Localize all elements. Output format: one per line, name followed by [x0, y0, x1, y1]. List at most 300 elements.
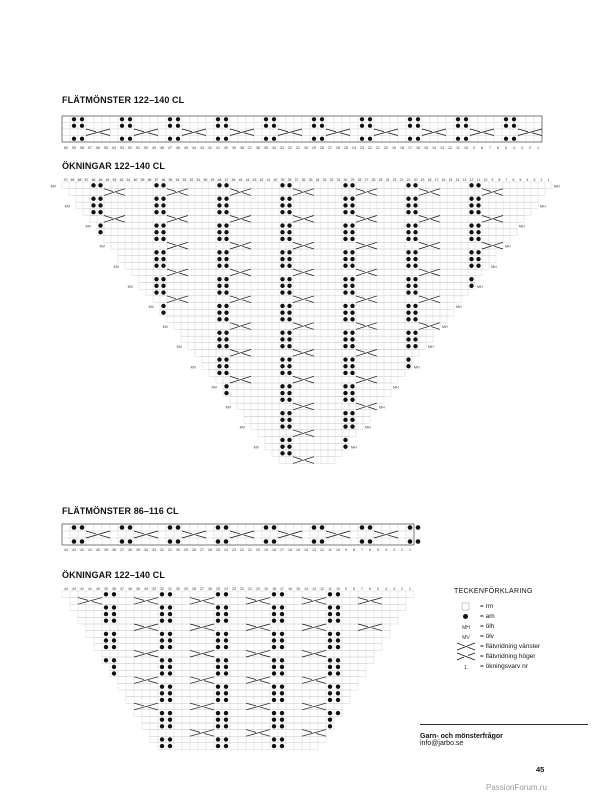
stitch-dot [272, 117, 276, 121]
stitch-dot [406, 197, 410, 201]
stitch-dot [112, 632, 116, 636]
stitch-dot [343, 237, 347, 241]
legend-glyph: MH [462, 624, 470, 631]
column-number: 10 [483, 178, 488, 182]
column-number: 44 [64, 587, 68, 591]
column-number: 58 [147, 178, 152, 182]
stitch-dot [350, 418, 354, 422]
stitch-dot [98, 223, 102, 227]
stitch-dot [350, 237, 354, 241]
stitch-dot [272, 525, 277, 530]
row-label: MV [190, 365, 196, 370]
stitch-dot [280, 371, 284, 375]
stitch-dot [328, 665, 332, 669]
column-number: 5 [377, 587, 379, 591]
column-number: 31 [336, 178, 341, 182]
column-number: 9 [345, 548, 347, 552]
stitch-dot [343, 344, 347, 348]
column-number: 34 [144, 548, 148, 552]
column-number: 39 [232, 146, 236, 150]
stitch-dot [280, 331, 284, 335]
column-number: 38 [287, 178, 292, 182]
stitch-dot [406, 344, 410, 348]
stitch-dot [413, 277, 417, 281]
column-number: 11 [328, 548, 332, 552]
stitch-dot [469, 277, 473, 281]
stitch-dot [413, 237, 417, 241]
stitch-dot [280, 411, 284, 415]
stitch-dot [343, 371, 347, 375]
stitch-dot [287, 418, 291, 422]
stitch-dot [464, 117, 468, 121]
stitch-dot [336, 698, 340, 702]
column-number: 53 [120, 146, 124, 150]
stitch-dot [72, 124, 76, 128]
stitch-dot [280, 698, 284, 702]
stitch-dot [224, 718, 228, 722]
stitch-dot [336, 711, 340, 715]
column-number: 58 [80, 146, 84, 150]
column-number: 36 [128, 587, 132, 591]
column-number: 29 [184, 587, 188, 591]
row-label: MH [491, 264, 497, 269]
column-number: 55 [104, 146, 108, 150]
stitch-dot [287, 310, 291, 314]
stitch-dot [272, 698, 276, 702]
stitch-dot [224, 210, 228, 214]
stitch-dot [91, 210, 95, 214]
stitch-dot [287, 197, 291, 201]
stitch-dot [216, 645, 220, 649]
column-number: 25 [344, 146, 348, 150]
stitch-dot [328, 605, 332, 609]
column-number: 39 [104, 587, 108, 591]
stitch-dot [217, 277, 221, 281]
column-number: 25 [216, 587, 220, 591]
stitch-dot [413, 290, 417, 294]
row-label: MV [176, 345, 182, 350]
stitch-dot [413, 210, 417, 214]
column-number: 31 [296, 146, 300, 150]
legend-symbol-icon [452, 602, 480, 611]
stitch-dot [280, 257, 284, 261]
stitch-dot [80, 525, 85, 530]
column-number: 30 [176, 587, 180, 591]
column-number: 11 [456, 146, 460, 150]
stitch-dot [217, 284, 221, 288]
stitch-dot [224, 257, 228, 261]
stitch-dot [224, 592, 228, 596]
column-number: 35 [136, 587, 140, 591]
stitch-dot [104, 619, 108, 623]
stitch-dot [512, 137, 516, 141]
stitch-dot [224, 344, 228, 348]
column-number: 6 [512, 178, 515, 182]
stitch-dot [280, 658, 284, 662]
stitch-dot [336, 691, 340, 695]
stitch-dot [328, 658, 332, 662]
stitch-dot [216, 605, 220, 609]
stitch-dot [406, 230, 410, 234]
stitch-dot [216, 619, 220, 623]
column-number: 42 [80, 548, 84, 552]
stitch-dot [464, 124, 468, 128]
stitch-dot [320, 539, 325, 544]
column-number: 36 [256, 146, 260, 150]
stitch-dot [160, 592, 164, 596]
stitch-dot [280, 418, 284, 422]
legend-label: = ölv [480, 632, 494, 640]
column-number: 20 [384, 146, 388, 150]
stitch-dot [160, 691, 164, 695]
column-number: 43 [72, 548, 76, 552]
stitch-dot [154, 197, 158, 201]
stitch-dot [280, 398, 284, 402]
stitch-dot [161, 257, 165, 261]
stitch-dot [287, 438, 291, 442]
column-number: 17 [434, 178, 439, 182]
stitch-dot [224, 310, 228, 314]
legend [452, 588, 602, 671]
stitch-dot [280, 744, 284, 748]
stitch-dot [280, 197, 284, 201]
column-number: 43 [72, 587, 76, 591]
stitch-dot [328, 685, 332, 689]
column-number: 34 [272, 146, 276, 150]
stitch-dot [272, 724, 276, 728]
column-number: 33 [280, 146, 284, 150]
stitch-dot [413, 264, 417, 268]
column-number: 13 [312, 587, 316, 591]
stitch-dot [343, 257, 347, 261]
column-number: 16 [416, 146, 420, 150]
stitch-dot [343, 331, 347, 335]
stitch-dot [328, 718, 332, 722]
column-number: 32 [160, 548, 164, 552]
stitch-dot [350, 290, 354, 294]
stitch-dot [154, 250, 158, 254]
stitch-dot [224, 364, 228, 368]
column-number: 4 [526, 178, 529, 182]
column-number: 10 [336, 587, 340, 591]
stitch-dot [216, 592, 220, 596]
row-label: MV [148, 304, 154, 309]
stitch-dot [343, 391, 347, 395]
stitch-dot [320, 124, 324, 128]
column-number: 1 [409, 548, 411, 552]
stitch-dot [216, 744, 220, 748]
column-number: 29 [184, 548, 188, 552]
stitch-dot [264, 525, 269, 530]
column-number: 7 [489, 146, 491, 150]
legend-am-icon [463, 614, 468, 619]
stitch-dot [264, 117, 268, 121]
column-number: 30 [304, 146, 308, 150]
stitch-dot [350, 337, 354, 341]
stitch-dot [343, 290, 347, 294]
column-number: 21 [376, 146, 380, 150]
column-number: 52 [189, 178, 194, 182]
stitch-dot [168, 632, 172, 636]
column-number: 7 [361, 587, 363, 591]
stitch-dot [224, 658, 228, 662]
legend-item [452, 651, 602, 661]
stitch-dot [112, 645, 116, 649]
stitch-dot [476, 250, 480, 254]
stitch-dot [406, 290, 410, 294]
column-number: 14 [455, 178, 460, 182]
column-number: 51 [136, 146, 140, 150]
stitch-dot [416, 137, 420, 141]
stitch-dot [406, 183, 410, 187]
column-number: 56 [96, 146, 100, 150]
stitch-dot [343, 337, 347, 341]
stitch-dot [328, 698, 332, 702]
stitch-dot [343, 364, 347, 368]
stitch-dot [272, 737, 276, 741]
stitch-dot [91, 183, 95, 187]
column-number: 49 [152, 146, 156, 150]
stitch-dot [413, 317, 417, 321]
stitch-dot [160, 619, 164, 623]
stitch-dot [272, 671, 276, 675]
stitch-dot [272, 124, 276, 128]
column-number: 39 [280, 178, 285, 182]
stitch-dot [350, 284, 354, 288]
row-label: MV [239, 425, 245, 430]
column-number: 12 [320, 548, 324, 552]
stitch-dot [413, 203, 417, 207]
column-number: 35 [136, 548, 140, 552]
stitch-dot [264, 124, 268, 128]
stitch-dot [287, 384, 291, 388]
column-number: 33 [152, 587, 156, 591]
column-number: 15 [296, 548, 300, 552]
stitch-dot [224, 632, 228, 636]
stitch-dot [224, 612, 228, 616]
column-number: 46 [231, 178, 236, 182]
stitch-dot [216, 612, 220, 616]
column-number: 38 [112, 548, 116, 552]
stitch-dot [272, 605, 276, 609]
stitch-dot [160, 718, 164, 722]
legend-glyph: MV [462, 634, 470, 641]
column-number: 37 [120, 548, 124, 552]
column-number: 50 [203, 178, 208, 182]
stitch-dot [476, 203, 480, 207]
column-number: 35 [308, 178, 313, 182]
stitch-dot [336, 612, 340, 616]
stitch-dot [98, 230, 102, 234]
contact-email[interactable]: info@jarbo.se [420, 740, 464, 747]
stitch-dot [161, 304, 165, 308]
stitch-dot [161, 223, 165, 227]
column-number: 23 [232, 587, 236, 591]
stitch-dot [224, 203, 228, 207]
stitch-dot [287, 284, 291, 288]
chart-title-okningar-2: ÖKNINGAR 122–140 CL [62, 570, 165, 580]
stitch-dot [280, 718, 284, 722]
stitch-dot [128, 539, 133, 544]
chart-title-okningar-1: ÖKNINGAR 122–140 CL [62, 161, 165, 171]
stitch-dot [168, 638, 172, 642]
stitch-dot [280, 310, 284, 314]
stitch-dot [350, 277, 354, 281]
stitch-dot [98, 197, 102, 201]
stitch-dot [128, 525, 133, 530]
stitch-dot [280, 737, 284, 741]
stitch-dot [280, 424, 284, 428]
stitch-dot [160, 605, 164, 609]
stitch-dot [287, 237, 291, 241]
stitch-dot [224, 698, 228, 702]
stitch-dot [224, 237, 228, 241]
stitch-dot [476, 257, 480, 261]
stitch-dot [176, 124, 180, 128]
stitch-dot [343, 230, 347, 234]
stitch-dot [216, 724, 220, 728]
stitch-dot [154, 237, 158, 241]
stitch-dot [168, 665, 172, 669]
stitch-dot [224, 117, 228, 121]
stitch-dot [320, 137, 324, 141]
column-number: 21 [248, 587, 252, 591]
column-number: 10 [336, 548, 340, 552]
stitch-dot [224, 371, 228, 375]
row-label: MV [162, 325, 168, 330]
stitch-dot [413, 344, 417, 348]
stitch-dot [350, 210, 354, 214]
stitch-dot [350, 357, 354, 361]
column-number: 16 [441, 178, 446, 182]
stitch-dot [336, 658, 340, 662]
stitch-dot [168, 744, 172, 748]
stitch-dot [160, 612, 164, 616]
column-number: 20 [256, 548, 260, 552]
stitch-dot [272, 691, 276, 695]
stitch-dot [154, 264, 158, 268]
column-number: 34 [144, 587, 148, 591]
stitch-dot [280, 638, 284, 642]
stitch-dot [280, 357, 284, 361]
column-number: 22 [240, 587, 244, 591]
stitch-dot [476, 230, 480, 234]
column-number: 43 [200, 146, 204, 150]
stitch-dot [168, 592, 172, 596]
stitch-dot [217, 250, 221, 254]
stitch-dot [408, 137, 412, 141]
stitch-dot [350, 304, 354, 308]
stitch-dot [469, 257, 473, 261]
stitch-dot [120, 539, 125, 544]
stitch-dot [350, 203, 354, 207]
stitch-dot [217, 331, 221, 335]
column-number: 2 [529, 146, 531, 150]
stitch-dot [280, 344, 284, 348]
stitch-dot [350, 250, 354, 254]
stitch-dot [112, 605, 116, 609]
stitch-dot [368, 117, 372, 121]
stitch-dot [350, 317, 354, 321]
column-number: 3 [533, 178, 536, 182]
stitch-dot [280, 685, 284, 689]
column-number: 47 [224, 178, 229, 182]
stitch-dot [343, 398, 347, 402]
stitch-dot [217, 257, 221, 261]
stitch-dot [160, 671, 164, 675]
legend-rm-icon [462, 603, 469, 610]
column-number: 42 [208, 146, 212, 150]
stitch-dot [72, 525, 77, 530]
column-number: 39 [104, 548, 108, 552]
stitch-dot [112, 638, 116, 642]
stitch-dot [350, 364, 354, 368]
stitch-dot [112, 658, 116, 662]
stitch-dot [272, 137, 276, 141]
stitch-dot [91, 197, 95, 201]
stitch-dot [350, 197, 354, 201]
stitch-dot [408, 117, 412, 121]
legend-glyph: 1. [463, 664, 469, 671]
column-number: 2 [401, 587, 403, 591]
stitch-dot [176, 137, 180, 141]
stitch-dot [456, 137, 460, 141]
column-number: 13 [312, 548, 316, 552]
legend-item [452, 641, 602, 651]
row-label: MH [393, 385, 399, 390]
column-number: 16 [288, 587, 292, 591]
stitch-dot [217, 230, 221, 234]
stitch-dot [406, 331, 410, 335]
stitch-dot [287, 344, 291, 348]
row-label: MH [414, 365, 420, 370]
stitch-dot [343, 438, 347, 442]
stitch-dot [224, 744, 228, 748]
stitch-dot [456, 117, 460, 121]
stitch-dot [224, 691, 228, 695]
stitch-dot [280, 592, 284, 596]
stitch-dot [287, 264, 291, 268]
column-number: 12 [320, 587, 324, 591]
stitch-dot [98, 203, 102, 207]
stitch-dot [406, 310, 410, 314]
stitch-dot [287, 391, 291, 395]
stitch-dot [272, 592, 276, 596]
column-number: 37 [248, 146, 252, 150]
stitch-dot [413, 250, 417, 254]
stitch-dot [350, 331, 354, 335]
row-label: MV [211, 385, 217, 390]
stitch-dot [336, 592, 340, 596]
column-number: 40 [96, 587, 100, 591]
stitch-dot [343, 444, 347, 448]
stitch-dot [280, 237, 284, 241]
column-number: 19 [420, 178, 425, 182]
stitch-dot [168, 685, 172, 689]
stitch-dot [168, 605, 172, 609]
stitch-dot [287, 183, 291, 187]
column-number: 65 [98, 178, 103, 182]
stitch-dot [469, 284, 473, 288]
column-number: 23 [360, 146, 364, 150]
column-number: 48 [160, 146, 164, 150]
stitch-dot [168, 658, 172, 662]
stitch-dot [476, 264, 480, 268]
stitch-dot [161, 290, 165, 294]
column-number: 44 [192, 146, 196, 150]
row-label: MH [505, 244, 511, 249]
column-number: 19 [392, 146, 396, 150]
